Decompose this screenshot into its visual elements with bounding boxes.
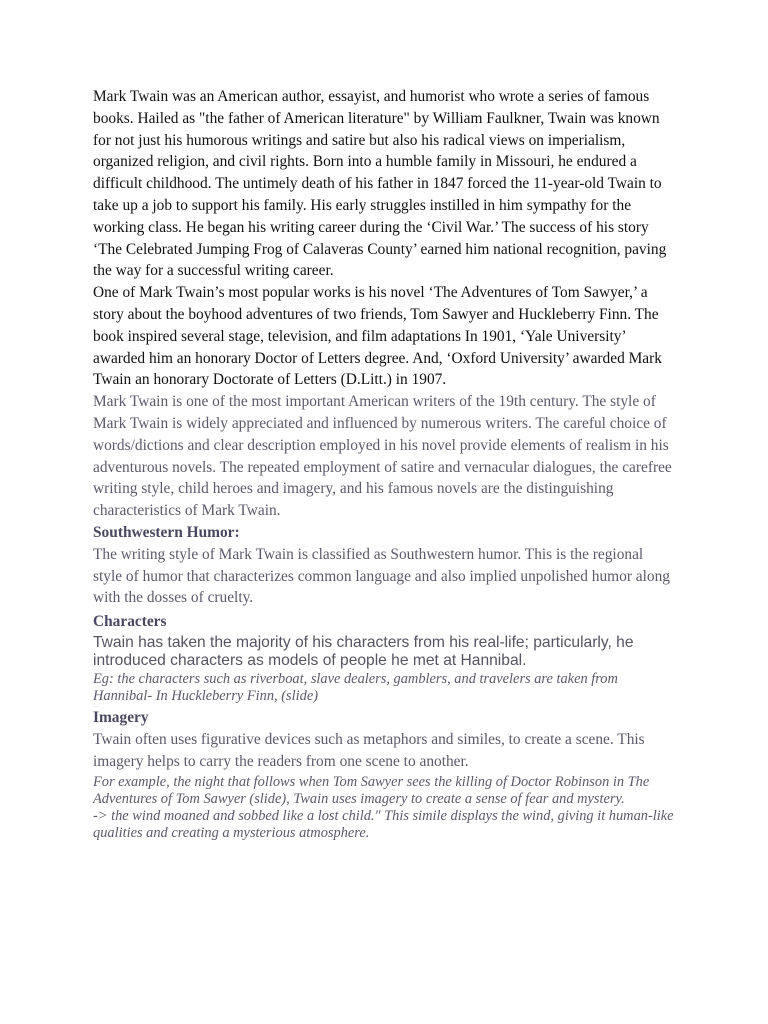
intro-paragraph: Mark Twain was an American author, essayist, and humorist who wrote a series of famous books. Hailed as "the father of American literature" by William Faulkner, Twain was known for not just his humorous writings and satire but also his radical views on imperialism, organized religion, and civil rights. Born into a humble family in Missouri, he endured a difficult childhood. The untimely death of his father in 1847 forced the 11-year-old Twain to take up a job to support his family. His early struggles instilled in him sympathy for the working class. He began his writing career during the ‘Civil War.’ The success of his story ‘The Celebrated Jumping Frog of Calaveras County’ earned him national recognition, paving the way for a successful writing career.	[93, 88, 667, 280]
imagery-quote: -> the wind moaned and sobbed like a lost child." This simile displays the wind, giving it human-like qualities and creating a mysterious atmosphere.	[93, 808, 674, 842]
southwestern-humor-heading: Southwestern Humor:	[93, 523, 240, 541]
works-paragraph: One of Mark Twain’s most popular works is his novel ‘The Adventures of Tom Sawyer,’ a story about the boyhood adventures of two friends, Tom Sawyer and Huckleberry Finn. The book inspired several stage, television, and film adaptations In 1901, ‘Yale University’ awarded him an honorary Doctor of Letters degree. And, ‘Oxford University’ awarded Mark Twain an honorary Doctorate of Letters (D.Litt.) in 1907.	[93, 284, 662, 389]
characters-heading: Characters	[93, 613, 167, 631]
imagery-heading: Imagery	[93, 709, 149, 727]
imagery-paragraph: Twain often uses figurative devices such as metaphors and similes, to create a scene. This imagery helps to carry the readers from one scene to another.	[93, 731, 645, 770]
characters-paragraph: Twain has taken the majority of his characters from his real-life; particularly, he introduced characters as models of people he met at Hannibal.	[93, 633, 634, 670]
characters-example: Eg: the characters such as riverboat, slave dealers, gamblers, and travelers are taken from Hannibal- In Huckleberry Finn, (slide)	[93, 670, 618, 705]
style-paragraph: Mark Twain is one of the most important American writers of the 19th century. The style of Mark Twain is widely appreciated and influenced by numerous writers. The careful choice of words/dictions and clear description employed in his novel provide elements of realism in his adventurous novels. The repeated employment of satire and vernacular dialogues, the carefree writing style, child heroes and imagery, and his famous novels are the distinguishing characteristics of Mark Twain.	[93, 393, 672, 520]
southwestern-humor-paragraph: The writing style of Mark Twain is classified as Southwestern humor. This is the regional style of humor that characterizes common language and also implied unpolished humor along with the dosses of cruelty.	[93, 545, 670, 607]
imagery-example: For example, the night that follows when Tom Sawyer sees the killing of Doctor Robinson in The Adventures of Tom Sawyer (slide), Twain uses imagery to create a sense of fear and mystery.	[93, 773, 650, 807]
